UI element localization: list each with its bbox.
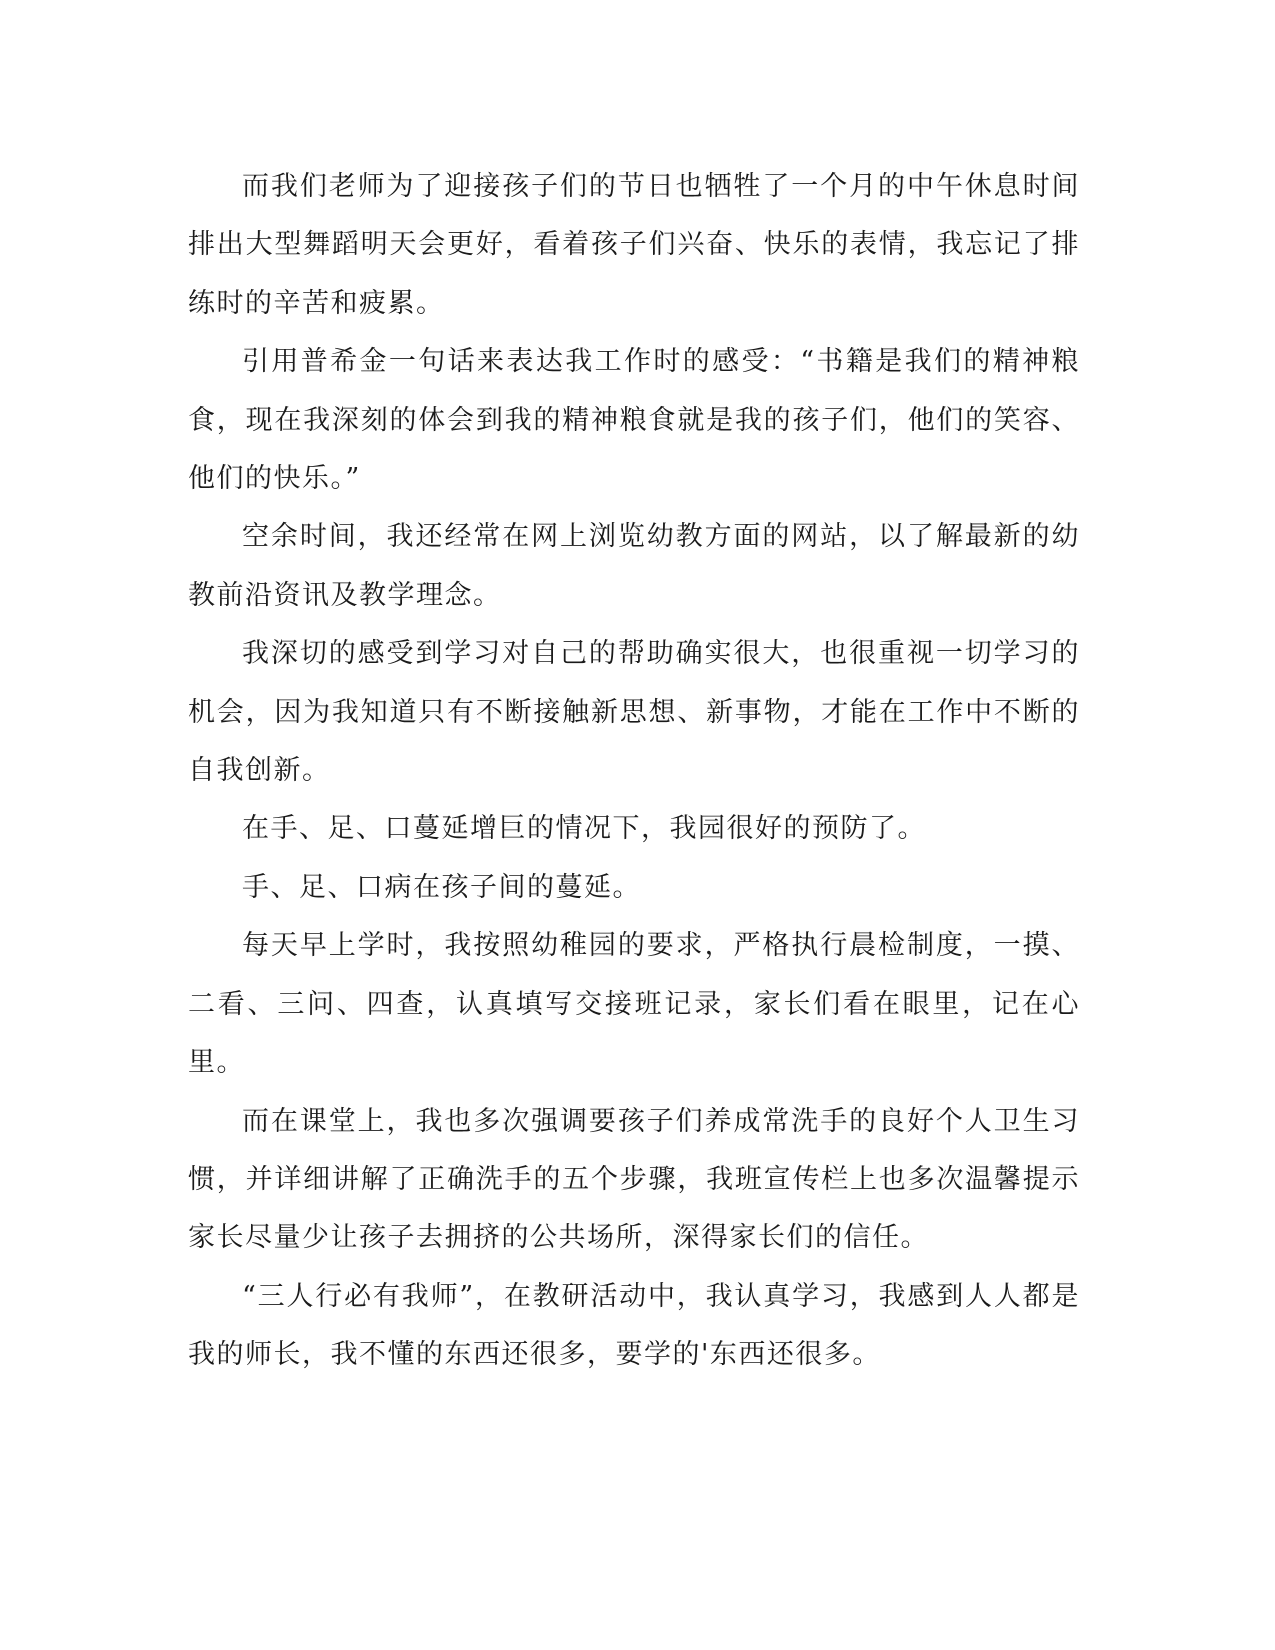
document-body: [188, 158, 1080, 1385]
paragraph: 而在课堂上，我也多次强调要孩子们养成常洗手的良好个人卫生习惯，并详细讲解了正确洗手的五个步骤，我班宣传栏上也多次温馨提示家长尽量少让孩子去拥挤的公共场所，深得家长们的信任。: [188, 1105, 1080, 1254]
paragraph: 引用普希金一句话来表达我工作时的感受：“书籍是我们的精神粮食，现在我深刻的体会到我的精神粮食就是我的孩子们，他们的笑容、他们的快乐。”: [188, 346, 1080, 495]
paragraph: 我深切的感受到学习对自己的帮助确实很大，也很重视一切学习的机会，因为我知道只有不断接触新思想、新事物，才能在工作中不断的自我创新。: [188, 638, 1080, 787]
paragraph: 而我们老师为了迎接孩子们的节日也牺牲了一个月的中午休息时间排出大型舞蹈明天会更好，看着孩子们兴奋、快乐的表情，我忘记了排练时的辛苦和疲累。: [188, 171, 1080, 319]
paragraph: 每天早上学时，我按照幼稚园的要求，严格执行晨检制度，一摸、二看、三问、四查，认真填写交接班记录，家长们看在眼里，记在心里。: [188, 930, 1080, 1079]
paragraph: “三人行必有我师”，在教研活动中，我认真学习，我感到人人都是我的师长，我不懂的东西还很多，要学的'东西还很多。: [188, 1280, 1080, 1371]
paragraph: 在手、足、口蔓延增巨的情况下，我园很好的预防了。: [242, 813, 926, 845]
paragraph: 手、足、口病在孩子间的蔓延。: [242, 871, 641, 903]
paragraph: 空余时间，我还经常在网上浏览幼教方面的网站，以了解最新的幼教前沿资讯及教学理念。: [188, 521, 1080, 611]
